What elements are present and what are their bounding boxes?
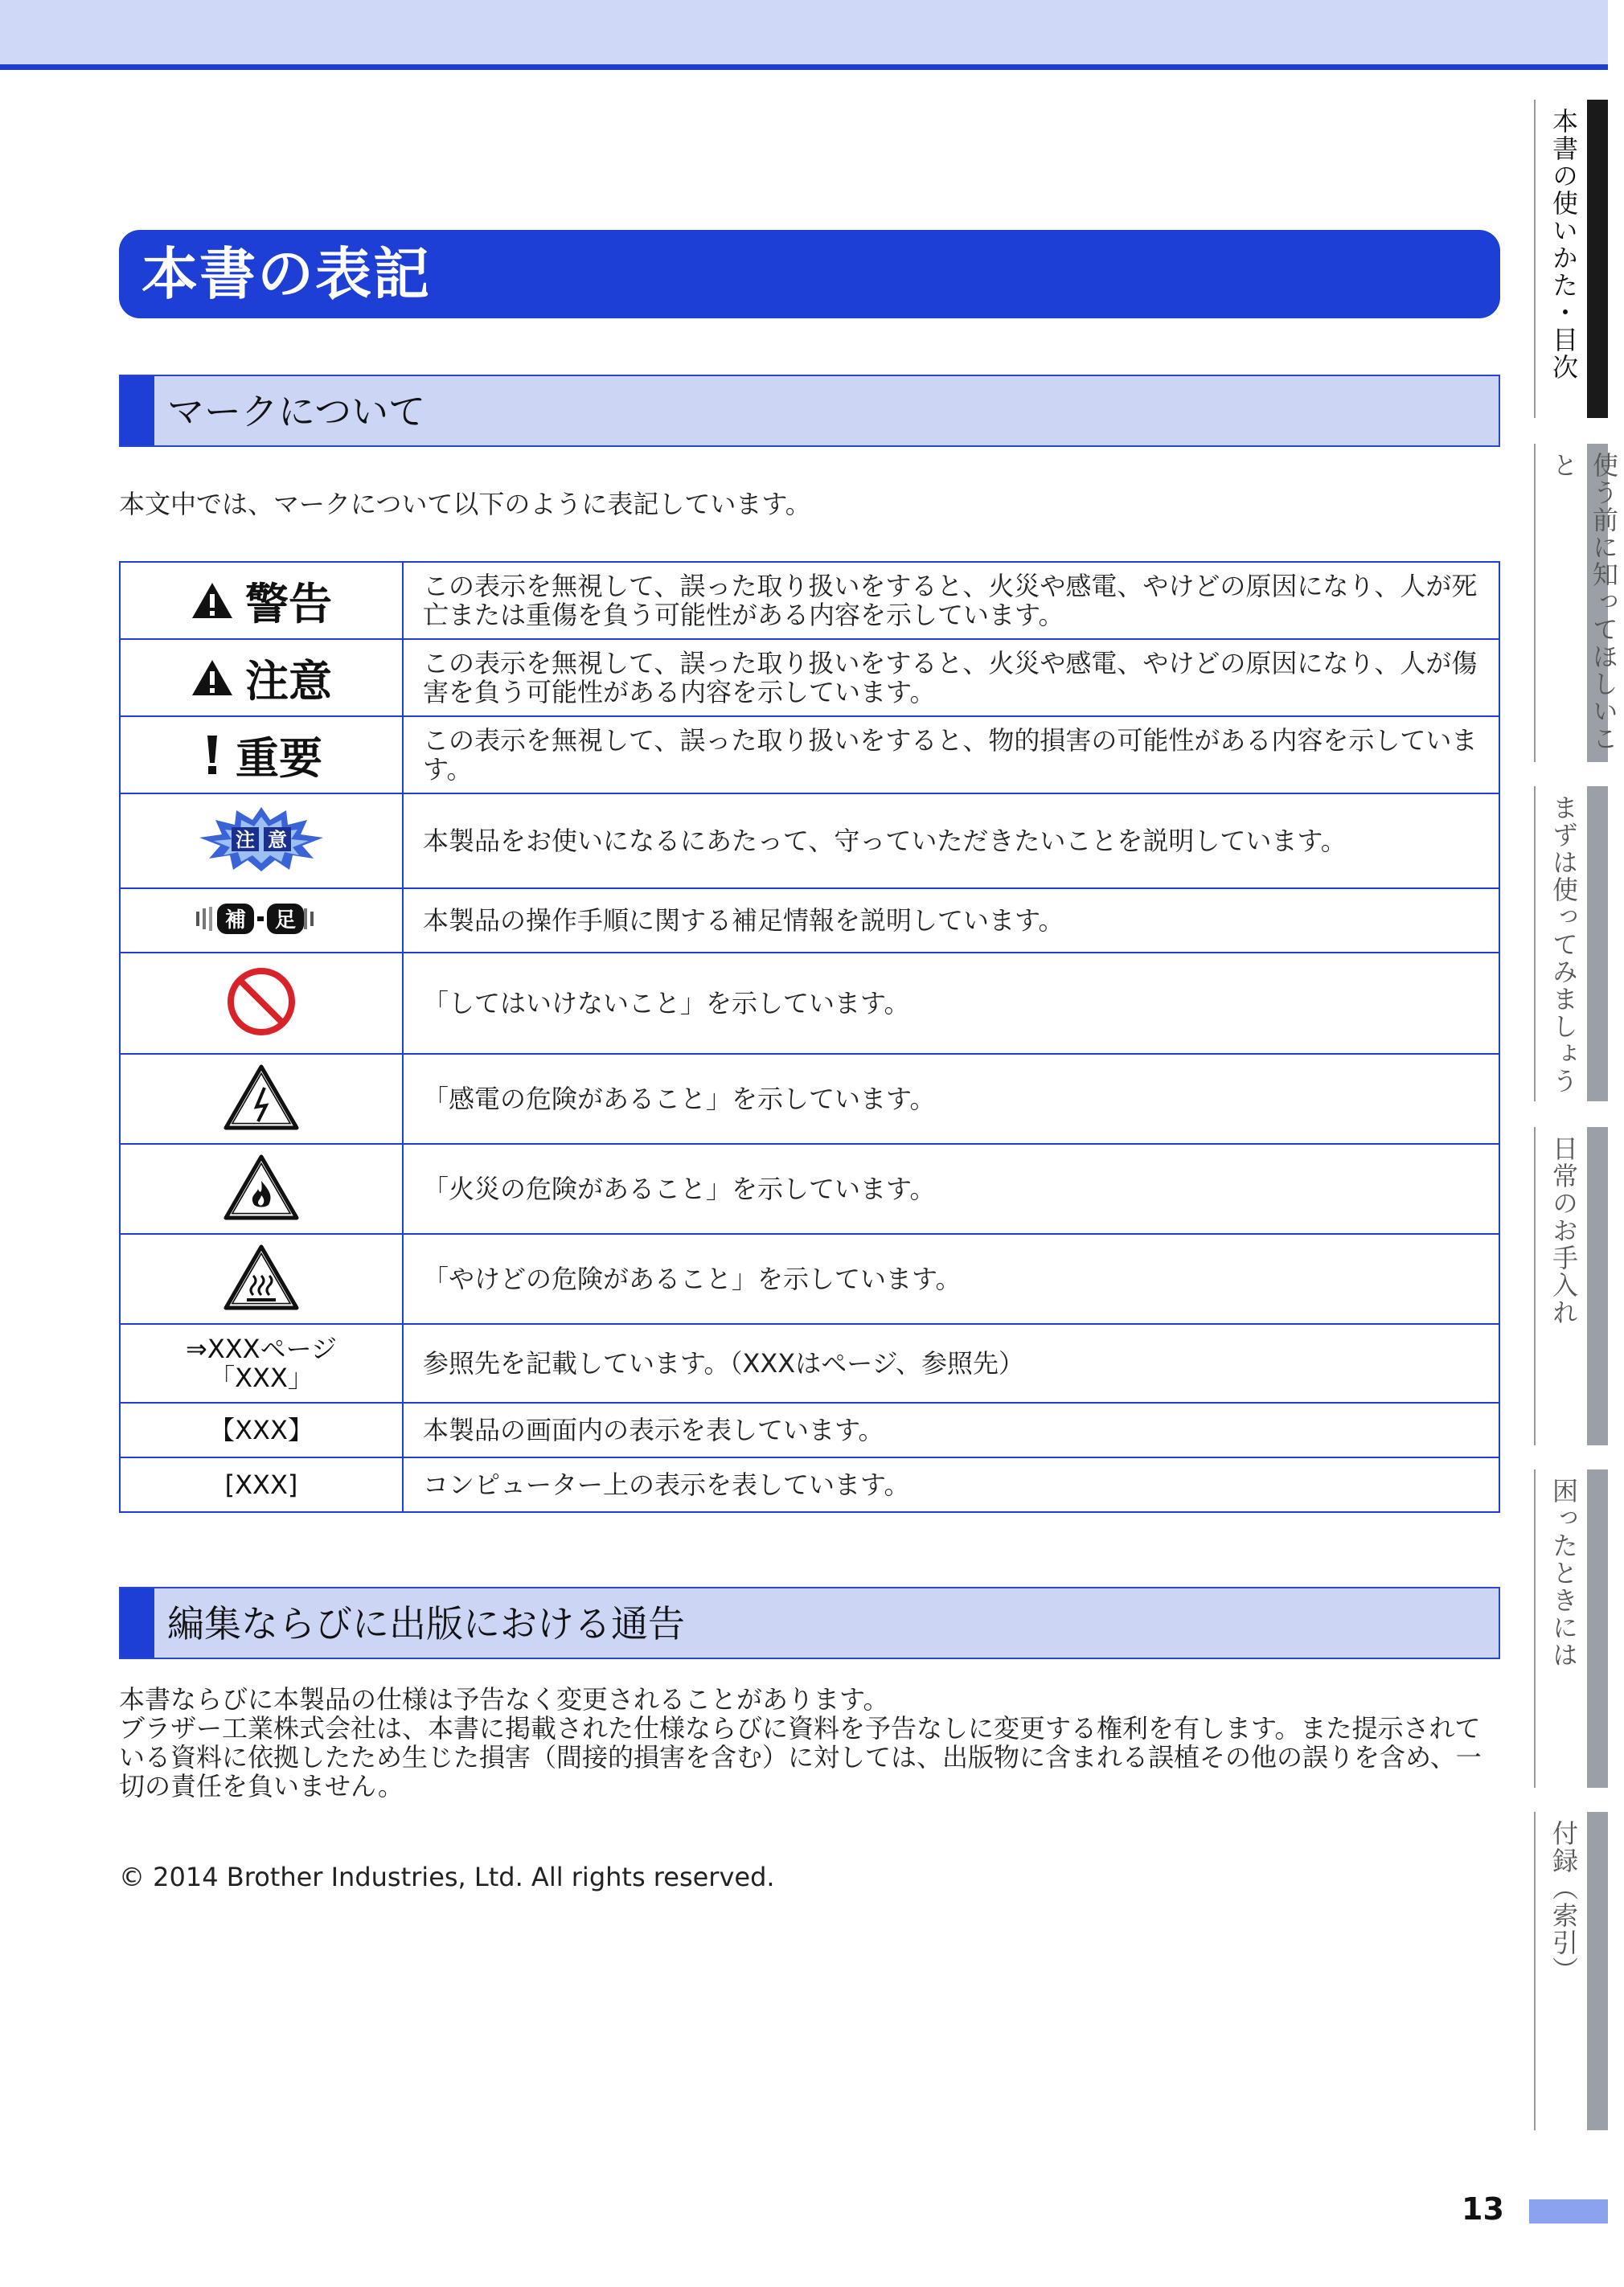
table-row <box>120 1457 1499 1512</box>
mark-description: 「火災の危険があること」を示しています。 <box>403 1144 1499 1234</box>
mark-label: 注意 <box>245 655 332 707</box>
mark-cell <box>120 1234 403 1324</box>
section-accent <box>121 1588 154 1658</box>
mark-description: 本製品をお使いになるにあたって、守っていただきたいことを説明しています。 <box>403 793 1499 888</box>
mark-description: この表示を無視して、誤った取り扱いをすると、物的損害の可能性がある内容を示しています。 <box>403 716 1499 793</box>
mark-cell <box>120 562 403 639</box>
screen-display-symbol: 【XXX】 <box>209 1415 314 1445</box>
table-row <box>120 888 1499 953</box>
mark-description: 参照先を記載しています。（XXXはページ、参照先） <box>403 1324 1499 1403</box>
mark-description: 本製品の操作手順に関する補足情報を説明しています。 <box>403 888 1499 953</box>
page-number-bar <box>1529 2199 1608 2223</box>
warning-triangle-icon <box>191 581 234 620</box>
section-heading-marks <box>119 375 1500 447</box>
side-tab-appendix[interactable] <box>1534 1812 1608 2130</box>
side-tab-bar <box>1587 786 1608 1101</box>
mark-cell <box>120 716 403 793</box>
reference-symbol: ⇒XXXページ <box>186 1334 337 1364</box>
hot-surface-icon <box>223 1244 300 1311</box>
mark-label: 警告 <box>245 578 332 629</box>
svg-text:注: 注 <box>236 829 255 851</box>
table-row <box>120 1054 1499 1144</box>
mark-cell <box>120 1054 403 1144</box>
section-title-notice: 編集ならびに出版における通告 <box>167 1602 685 1646</box>
header-band <box>0 0 1608 64</box>
table-row <box>120 1403 1499 1457</box>
side-tab-label: 困ったときには <box>1548 1478 1579 1669</box>
svg-text:意: 意 <box>268 829 287 851</box>
table-row <box>120 562 1499 639</box>
table-row <box>120 716 1499 793</box>
svg-text:足: 足 <box>274 908 297 932</box>
mark-cell <box>120 793 403 888</box>
notice-paragraph: ブラザー工業株式会社は、本書に掲載された仕様ならびに資料を予告なしに変更する権利を有します。また提示されている資料に依拠したため生じた損害（間接的損害を含む）に対しては、出版物に含まれる誤植その他の誤りを含め、一切の責任を負いません。 <box>119 1713 1482 1801</box>
section-title-marks: マークについて <box>167 390 426 433</box>
side-tab-label: まずは使ってみましょう <box>1548 794 1579 1095</box>
page-title: 本書の表記 <box>141 241 431 307</box>
caution-triangle-icon <box>191 658 234 697</box>
table-row <box>120 1144 1499 1234</box>
mark-cell <box>120 1457 403 1512</box>
mark-description: 本製品の画面内の表示を表しています。 <box>403 1403 1499 1457</box>
mark-description: この表示を無視して、誤った取り扱いをすると、火災や感電、やけどの原因になり、人が死亡または重傷を負う可能性がある内容を示しています。 <box>403 562 1499 639</box>
mark-description: 「やけどの危険があること」を示しています。 <box>403 1234 1499 1324</box>
mark-cell <box>120 1144 403 1234</box>
side-tab-label: 日常のお手入れ <box>1548 1135 1579 1326</box>
page-title-bar <box>119 230 1500 318</box>
side-tab-troubleshooting[interactable] <box>1534 1469 1608 1788</box>
reference-symbol-alt: 「XXX」 <box>209 1363 314 1393</box>
note-burst-icon <box>193 805 330 873</box>
electric-shock-icon <box>223 1064 300 1131</box>
mark-description: 「感電の危険があること」を示しています。 <box>403 1054 1499 1144</box>
page-number: 13 <box>1462 2191 1504 2227</box>
side-tab-label: 使う前に知ってほしいこと <box>1548 452 1619 752</box>
table-row <box>120 1324 1499 1403</box>
side-tab-maintenance[interactable] <box>1534 1127 1608 1445</box>
mark-description: コンピューター上の表示を表しています。 <box>403 1457 1499 1512</box>
prohibited-icon <box>225 965 297 1038</box>
side-tab-before-use[interactable] <box>1534 444 1619 762</box>
computer-display-symbol: [XXX] <box>224 1469 298 1500</box>
supplement-icon <box>193 900 330 937</box>
notice-text <box>119 1685 1500 1801</box>
side-tab-getting-started[interactable] <box>1534 786 1608 1101</box>
mark-description: 「してはいけないこと」を示しています。 <box>403 953 1499 1054</box>
section-accent <box>121 376 154 445</box>
side-tab-contents[interactable] <box>1534 100 1608 418</box>
mark-cell <box>120 639 403 716</box>
exclamation-icon <box>200 734 224 776</box>
side-tab-label: 付録（索引） <box>1548 1820 1579 1984</box>
mark-cell <box>120 1324 403 1403</box>
section-heading-notice <box>119 1587 1500 1659</box>
side-tab-bar <box>1587 100 1608 418</box>
marks-table <box>119 561 1500 1513</box>
mark-cell <box>120 1403 403 1457</box>
table-row <box>120 639 1499 716</box>
table-row <box>120 1234 1499 1324</box>
header-rule <box>0 64 1608 70</box>
side-tab-bar <box>1587 1469 1608 1788</box>
fire-hazard-icon <box>223 1154 300 1221</box>
side-tab-label: 本書の使いかた・目次 <box>1548 108 1579 381</box>
table-row <box>120 953 1499 1054</box>
table-row <box>120 793 1499 888</box>
svg-text:補: 補 <box>224 908 247 932</box>
mark-cell <box>120 953 403 1054</box>
notice-paragraph: 本書ならびに本製品の仕様は予告なく変更されることがあります。 <box>119 1684 889 1715</box>
copyright: © 2014 Brother Industries, Ltd. All rights reserved. <box>119 1862 775 1892</box>
side-tab-bar <box>1587 1812 1608 2130</box>
mark-label: 重要 <box>236 732 322 784</box>
side-tab-bar <box>1587 1127 1608 1445</box>
mark-description: この表示を無視して、誤った取り扱いをすると、火災や感電、やけどの原因になり、人が傷害を負う可能性がある内容を示しています。 <box>403 639 1499 716</box>
mark-cell <box>120 888 403 953</box>
intro-text: 本文中では、マークについて以下のように表記しています。 <box>119 489 811 519</box>
